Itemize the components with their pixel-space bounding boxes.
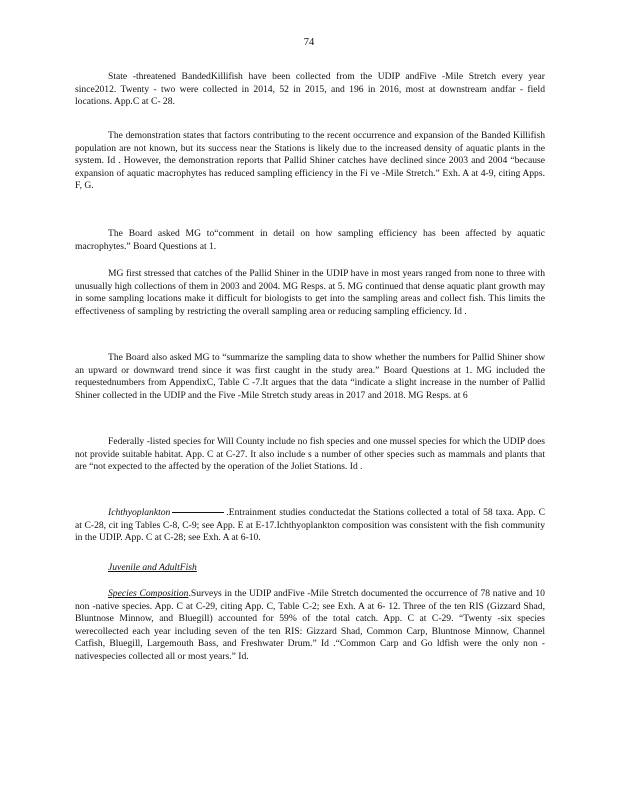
paragraph-demonstration <box>75 130 545 193</box>
species-composition-text: .Surveys in the UDIP andFive -Mile Stretch documented the occurrence of 78 native and 10 non -native species. App. C at C-29, citing App. C, Table C-2; see Exh. A at 6- 12. Three of the ten RIS (Gizzard Shad, Bluntnose Minnow, and Bluegill) accounted for 59% of the total catch. App. C at C-29. “Twenty -six species werecollected each year including seven of the ten RIS: Gizzard Shad, Common Carp, Bluntnose Minnow, Channel Catfish, Bluegill, Largemouth Bass, and Freshwater Drum.” Id .“Common Carp and Go ldfish were the only non -nativespecies collected all or most years.” Id. <box>75 588 545 662</box>
paragraph-text: The demonstration states that factors contributing to the recent occurrence and expansion of the Banded Killifish population are not known, but its success near the Stations is likely due to the increased density of aquatic plants in the system. Id . However, the demonstration reports that Pallid Shiner catches have declined since 2003 and 2004 “because expansion of aquatic macrophytes has reduced sampling efficiency in the Fi ve -Mile Stretch.” Exh. A at 4-9, citing Apps. F, G. <box>75 130 545 192</box>
paragraph-ichthyoplankton <box>75 507 545 545</box>
paragraph-text: State -threatened BandedKillifish have been collected from the UDIP andFive -Mile Stretch every year since2012. Twenty - two were collected in 2014, 52 in 2015, and 196 in 2016, most at downstream andfar - field locations. App.C at C- 28. <box>75 71 545 108</box>
paragraph-text: The Board also asked MG to “summarize the sampling data to show whether the numbers for Pallid Shiner show an upward or downward trend since it was first caught in the study area.” Board Questions at 1. MG included the requestednumbers from AppendixC, Table C -7.It argues that the data “indicate a slight increase in the number of Pallid Shiner collected in the UDIP and the Five -Mile Stretch study areas in 2017 and 2018. MG Resps. at 6 <box>75 352 545 401</box>
paragraph-federally-listed <box>75 436 545 474</box>
juvenile-adult-fish-heading: Juvenile and AdultFish <box>108 562 197 573</box>
paragraph-text: MG first stressed that catches of the Pallid Shiner in the UDIP have in most years ranged from none to three with unusually high collections of them in 2003 and 2004. MG Resps. at 5. MG continued that dense aquatic plant growth may in some sampling locations make it difficult for biologists to get into the sampling areas and collect fish. This limits the effectiveness of sampling by restricting the overall sampling area or reducing sampling efficiency. Id . <box>75 268 545 317</box>
ichthyoplankton-heading: Ichthyoplankton <box>108 507 171 518</box>
page-number: 74 <box>303 37 315 48</box>
heading-rule <box>172 512 224 513</box>
paragraph-board-asked <box>75 228 545 253</box>
paragraph-board-summarize <box>75 352 545 402</box>
paragraph-mg-stressed <box>75 268 545 318</box>
ichthyoplankton-text: .Entrainment studies conductedat the Stations collected a total of 58 taxa. App. C at C-28, cit ing Tables C-8, C-9; see App. E at E-17.Ichthyoplankton composition was consistent with the fish community in the UDIP. App. C at C-28; see Exh. A at 6-10. <box>75 507 545 544</box>
paragraph-banded-killifish <box>75 71 545 109</box>
paragraph-species-composition <box>75 588 545 664</box>
species-composition-heading: Species Composition <box>108 588 189 599</box>
paragraph-text: The Board asked MG to“comment in detail on how sampling efficiency has been affected by aquatic macrophytes.” Board Questions at 1. <box>75 228 545 252</box>
paragraph-text: Federally -listed species for Will County include no fish species and one mussel species for which the UDIP does not provide suitable habitat. App. C at C-27. It also include s a number of other species such as mammals and plants that are “not expected to the affected by the operation of the Joliet Stations. Id . <box>75 436 545 473</box>
